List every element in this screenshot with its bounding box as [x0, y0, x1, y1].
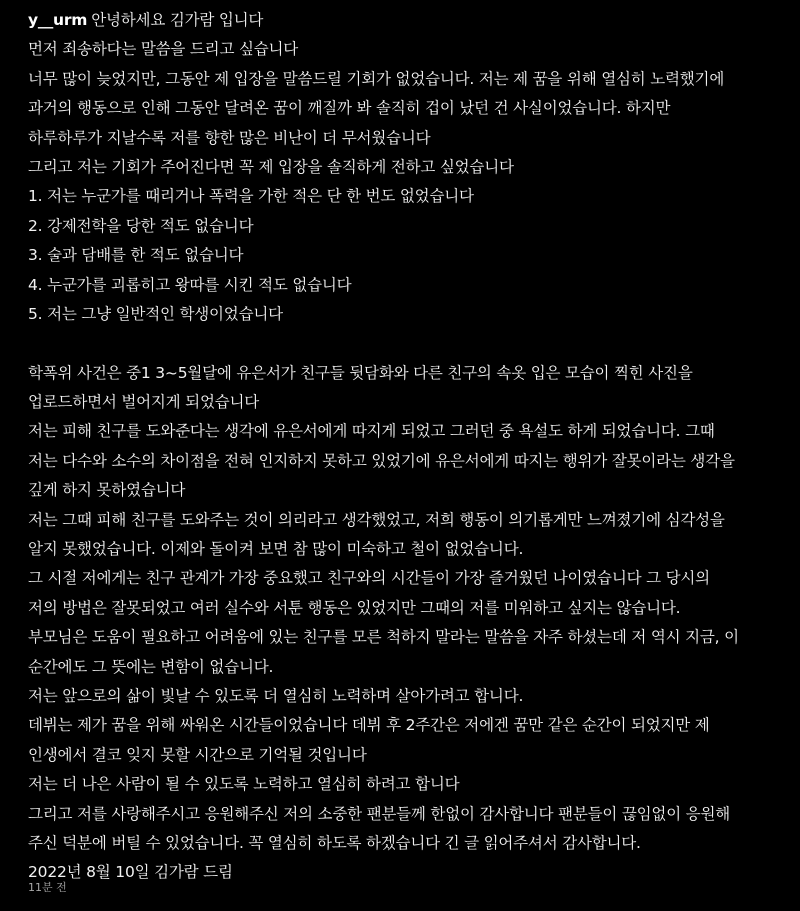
caption-line: 먼저 죄송하다는 말씀을 드리고 싶습니다: [28, 40, 299, 59]
caption-line: 주신 덕분에 버틸 수 있었습니다. 꼭 열심히 하도록 하겠습니다 긴 글 읽어주셔서 감사합니다.: [28, 833, 641, 852]
caption-line: 2022년 8월 10일 김가람 드림: [28, 863, 233, 882]
caption-line: 저는 앞으로의 삶이 빛날 수 있도록 더 열심히 노력하며 살아가려고 합니다.: [28, 686, 524, 705]
caption-first-line: [28, 6, 788, 35]
caption-line: 부모님은 도움이 필요하고 어려움에 있는 친구를 모른 척하지 말라는 말씀을 자주 하셨는데 저 역시 지금, 이: [28, 628, 739, 647]
caption-line: 저의 방법은 잘못되었고 여러 실수와 서툰 행동은 있었지만 그때의 저를 미워하고 싶지는 않습니다.: [28, 598, 681, 617]
post-caption: [28, 6, 788, 888]
caption-line: 그리고 저를 사랑해주시고 응원해주신 저의 소중한 팬분들께 한없이 감사합니다 팬분들이 끊임없이 응원해: [28, 804, 731, 823]
post-timestamp[interactable]: 11분 전: [28, 881, 67, 894]
caption-body: [28, 35, 788, 887]
caption-line: 저는 그때 피해 친구를 도와주는 것이 의리라고 생각했었고, 저희 행동이 의기롭게만 느껴졌기에 심각성을: [28, 510, 725, 529]
caption-line: 그 시절 저에게는 친구 관계가 가장 중요했고 친구와의 시간들이 가장 즐거웠던 나이였습니다 그 당시의: [28, 569, 710, 588]
caption-line: 알지 못했었습니다. 이제와 돌이켜 보면 참 많이 미숙하고 철이 없었습니다.: [28, 540, 524, 559]
caption-line: 과거의 행동으로 인해 그동안 달려온 꿈이 깨질까 봐 솔직히 겁이 났던 건 사실이었습니다. 하지만: [28, 99, 671, 118]
caption-line: 업로드하면서 벌어지게 되었습니다: [28, 393, 260, 412]
caption-line: 데뷔는 제가 꿈을 위해 싸워온 시간들이었습니다 데뷔 후 2주간은 저에겐 꿈만 같은 순간이 되었지만 제: [28, 716, 710, 735]
caption-line: 하루하루가 지날수록 저를 향한 많은 비난이 더 무서웠습니다: [28, 128, 431, 147]
caption-line: 저는 다수와 소수의 차이점을 전혀 인지하지 못하고 있었기에 유은서에게 따지는 행위가 잘못이라는 생각을: [28, 451, 735, 470]
caption-text: 안녕하세요 김가람 입니다: [91, 11, 264, 29]
caption-line: 저는 피해 친구를 도와준다는 생각에 유은서에게 따지게 되었고 그러던 중 욕설도 하게 되었습니다. 그때: [28, 422, 715, 441]
caption-line: 3. 술과 담배를 한 적도 없습니다: [28, 246, 244, 265]
caption-line: 2. 강제전학을 당한 적도 없습니다: [28, 216, 254, 235]
caption-line: 너무 많이 늦었지만, 그동안 제 입장을 말씀드릴 기회가 없었습니다. 저는 제 꿈을 위해 열심히 노력했기에: [28, 69, 725, 88]
caption-line: 순간에도 그 뜻에는 변함이 없습니다.: [28, 657, 274, 676]
caption-line: 4. 누군가를 괴롭히고 왕따를 시킨 적도 없습니다: [28, 275, 352, 294]
caption-line: 인생에서 결코 잊지 못할 시간으로 기억될 것입니다: [28, 745, 367, 764]
caption-line: 그리고 저는 기회가 주어진다면 꼭 제 입장을 솔직하게 전하고 싶었습니다: [28, 157, 514, 176]
caption-line: 깊게 하지 못하였습니다: [28, 481, 186, 500]
caption-line: 학폭위 사건은 중1 3~5월달에 유은서가 친구들 뒷담화와 다른 친구의 속옷 입은 모습이 찍힌 사진을: [28, 363, 693, 382]
caption-line: 저는 더 나은 사람이 될 수 있도록 노력하고 열심히 하려고 합니다: [28, 775, 460, 794]
caption-line: 5. 저는 그냥 일반적인 학생이었습니다: [28, 304, 283, 323]
username-link[interactable]: y__urm: [28, 11, 88, 29]
caption-line: 1. 저는 누군가를 때리거나 폭력을 가한 적은 단 한 번도 없었습니다: [28, 187, 474, 206]
caption-blank-line: [28, 329, 788, 358]
